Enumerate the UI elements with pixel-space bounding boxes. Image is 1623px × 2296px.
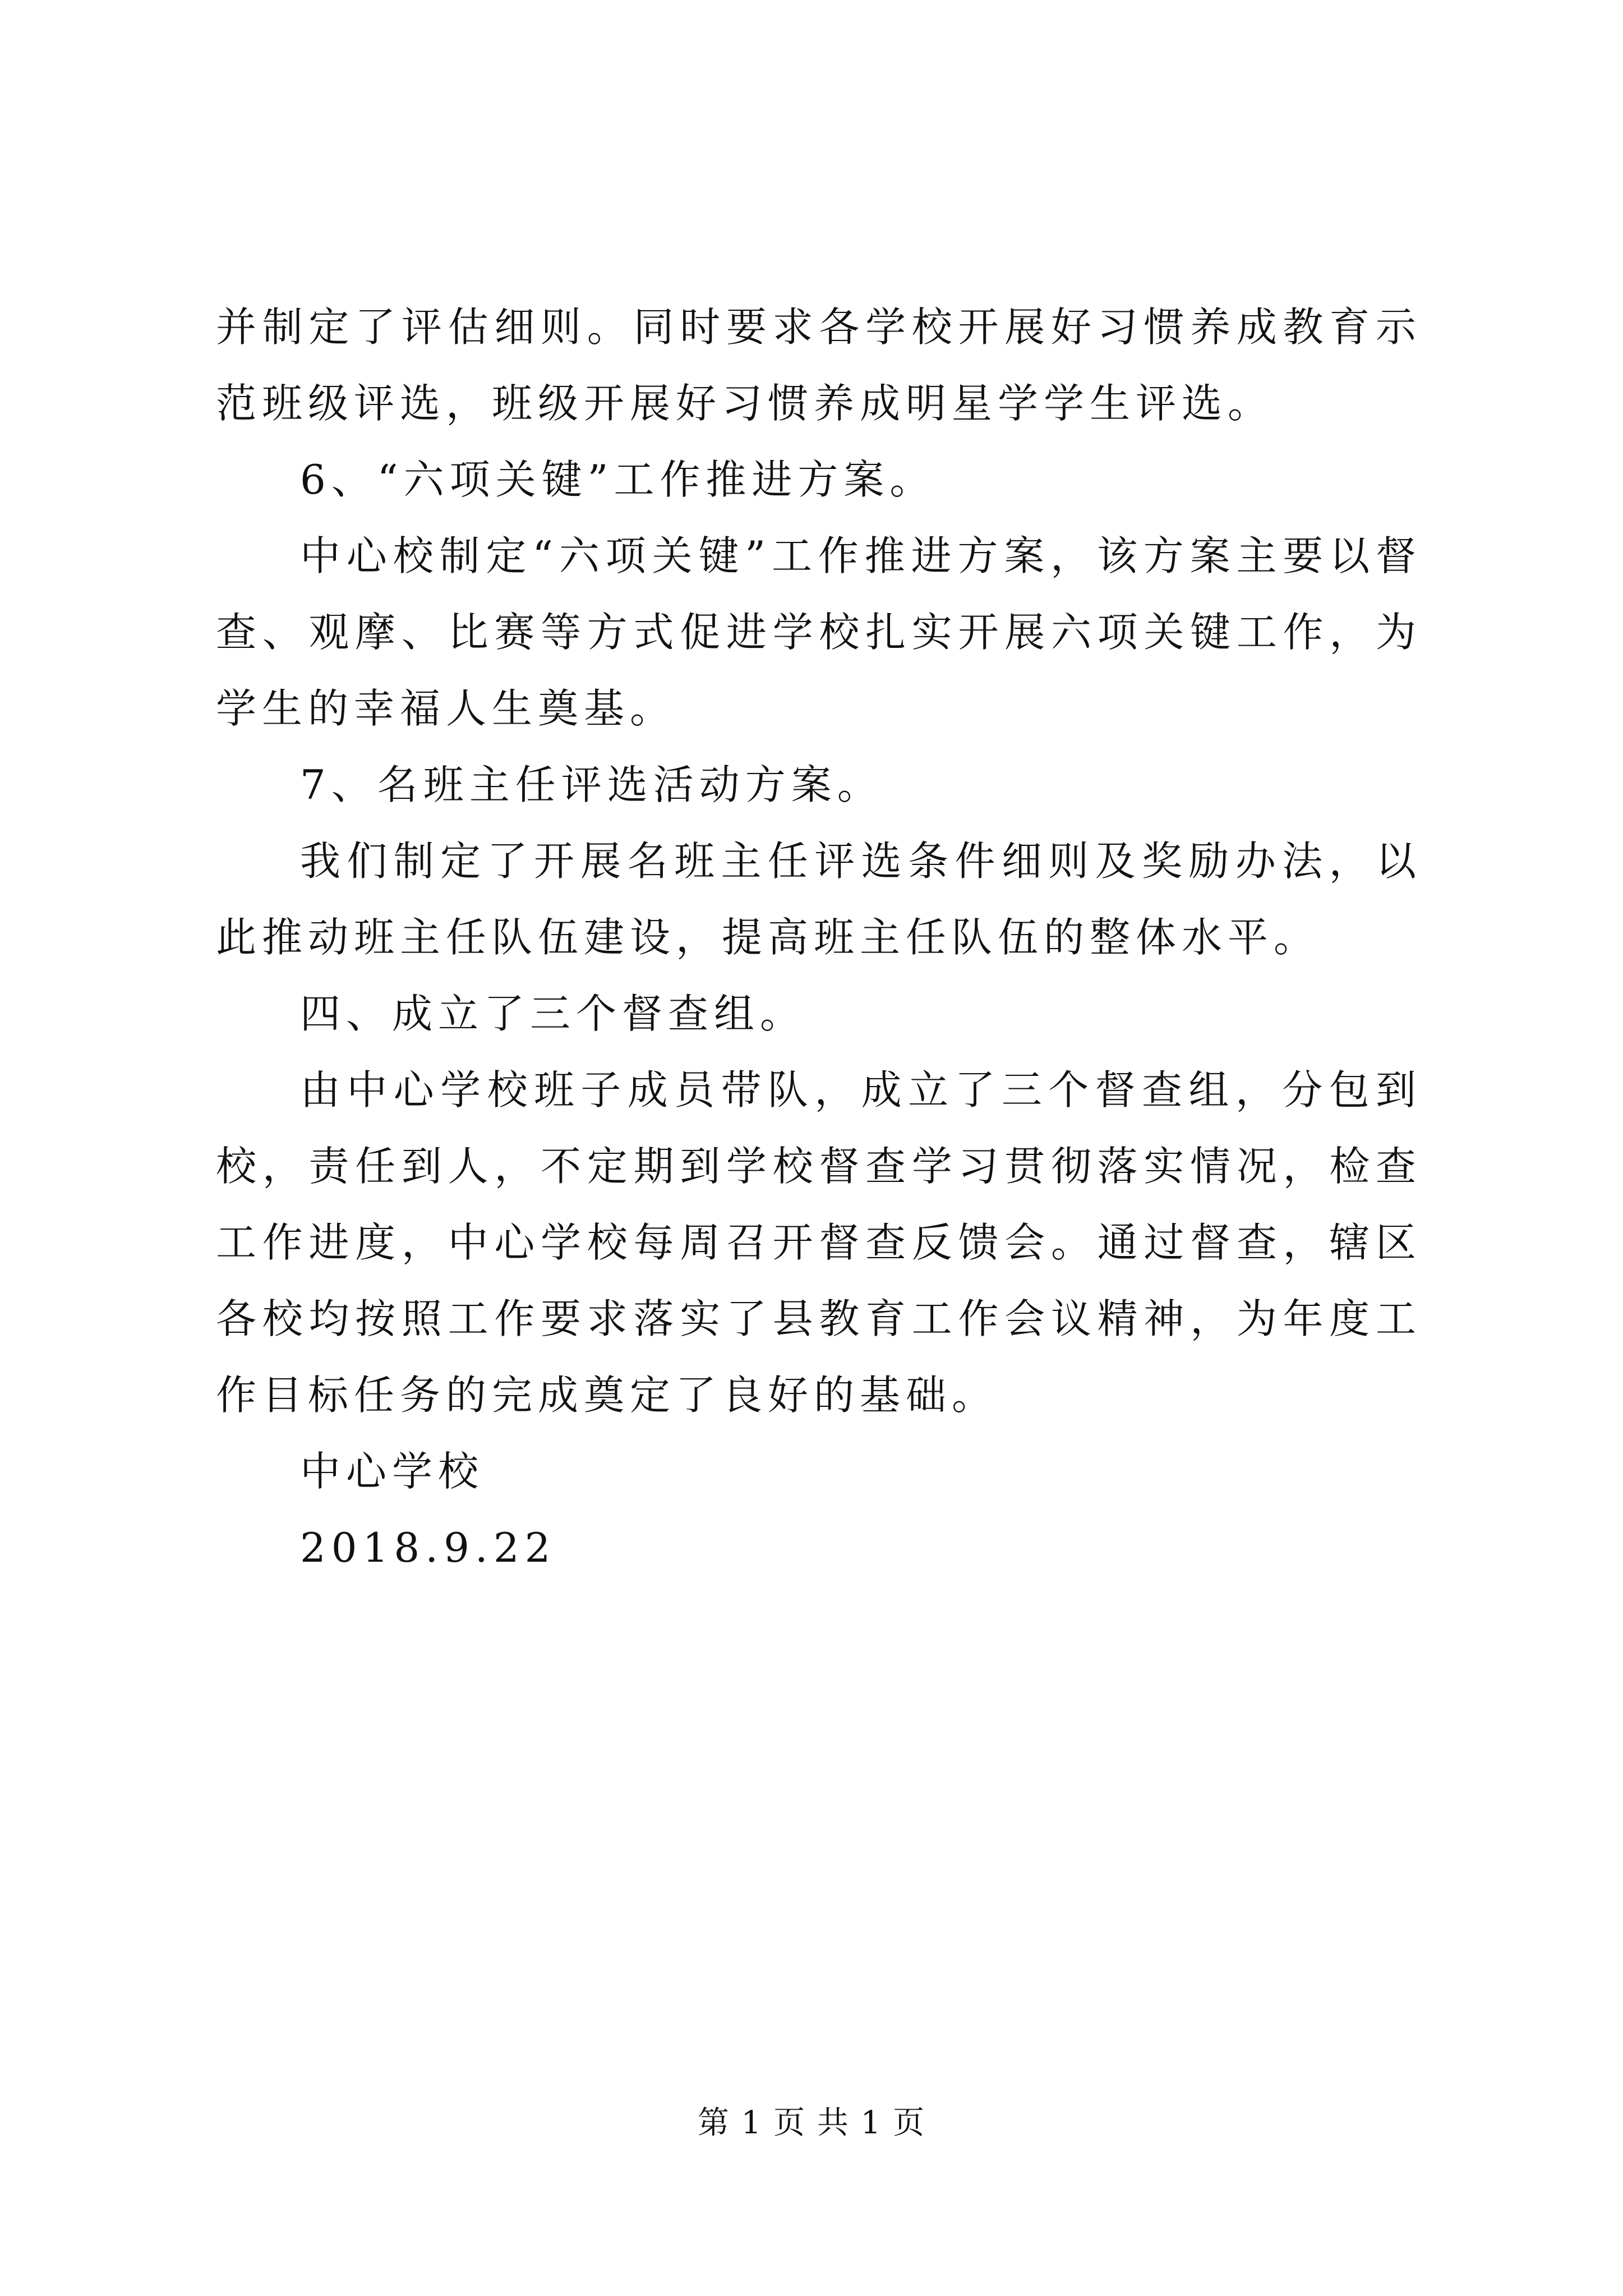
- paragraph-evaluation-rules: 并制定了评估细则。同时要求各学校开展好习惯养成教育示范班级评选，班级开展好习惯养成明星学学生评选。: [216, 303, 1422, 427]
- heading-six-key-plan: 6、“六项关键”工作推进方案。: [300, 456, 936, 503]
- signature-organization: 中心学校: [300, 1448, 485, 1495]
- paragraph-six-key-plan: 中心校制定“六项关键”工作推进方案，该方案主要以督查、观摩、比赛等方式促进学校扎实开展六项关键工作，为学生的幸福人生奠基。: [216, 532, 1422, 732]
- document-body: [216, 289, 1422, 1586]
- heading-inspection-groups: 四、成立了三个督查组。: [300, 990, 806, 1037]
- paragraph-head-teacher-selection: 我们制定了开展名班主任评选条件细则及奖励办法，以此推动班主任队伍建设，提高班主任队伍的整体水平。: [216, 838, 1422, 961]
- heading-head-teacher-selection: 7、名班主任评选活动方案。: [300, 761, 883, 808]
- signature-date: 2018.9.22: [300, 1524, 556, 1571]
- paragraph-inspection-groups: 由中心学校班子成员带队，成立了三个督查组，分包到校，责任到人，不定期到学校督查学习贯彻落实情况，检查工作进度，中心学校每周召开督查反馈会。通过督查，辖区各校均按照工作要求落实了县教育工作会议精神，为年度工作目标任务的完成奠定了良好的基础。: [216, 1066, 1422, 1419]
- page-footer: 第 1 页 共 1 页: [697, 2105, 926, 2141]
